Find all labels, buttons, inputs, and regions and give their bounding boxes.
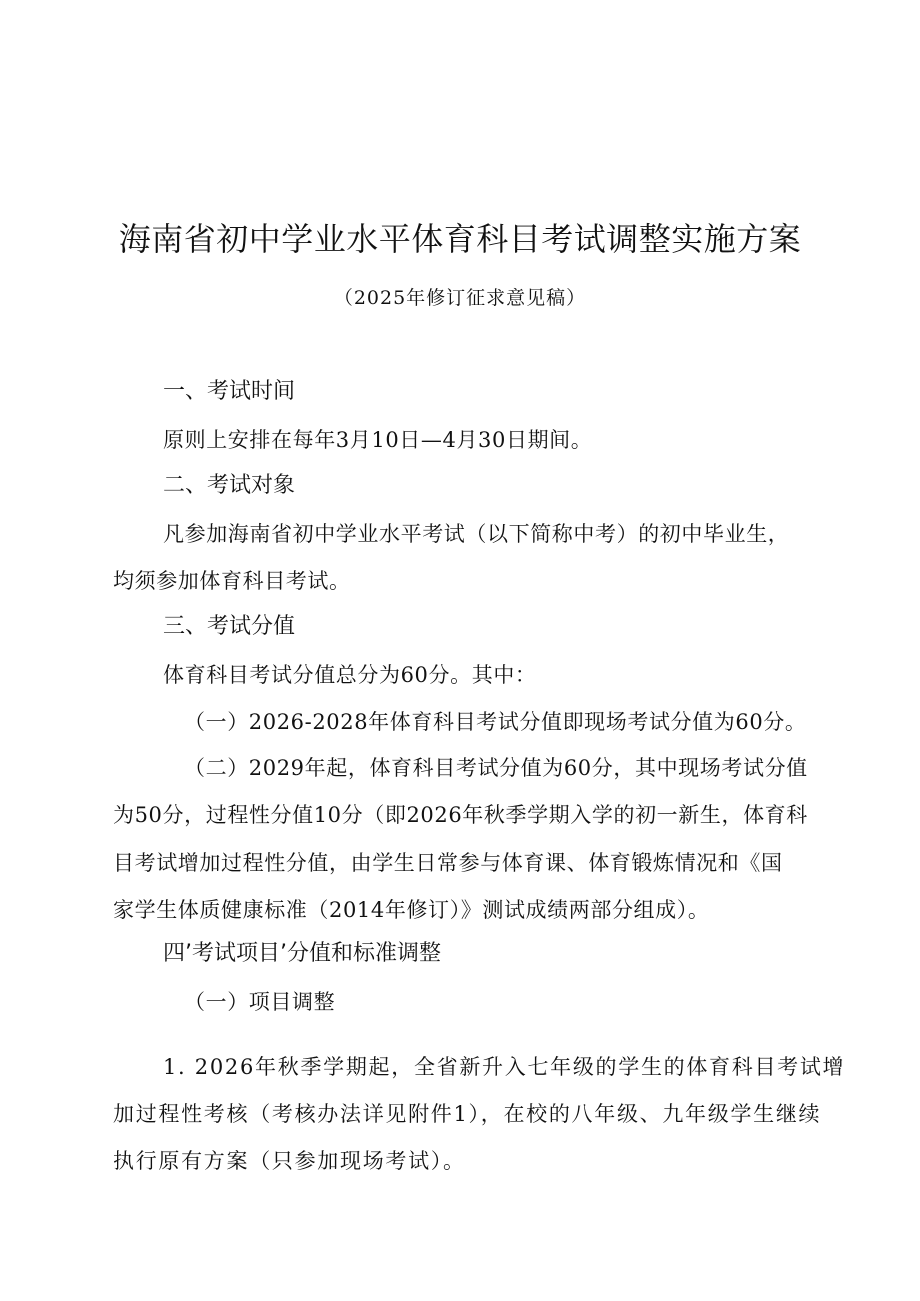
document-subtitle: （2025年修订征求意见稿） [333,287,587,309]
paragraph-score-item-2-line-1: （二）2029年起，体育科目考试分值为60分，其中现场考试分值 [184,756,808,780]
paragraph-item-adjustment-line-1: 1. 2026年秋季学期起，全省新升入七年级的学生的体育科目考试增 [163,1055,846,1079]
document-title: 海南省初中学业水平体育科目考试调整实施方案 [118,220,802,258]
section-heading-exam-time: 一、考试时间 [163,379,296,404]
paragraph-item-adjustment-line-3: 执行原有方案（只参加现场考试）。 [113,1149,466,1173]
section-heading-exam-score: 三、考试分值 [163,614,296,639]
paragraph-score-item-1: （一）2026-2028年体育科目考试分值即现场考试分值为60分。 [184,710,807,734]
paragraph-score-item-2-line-3: 目考试增加过程性分值，由学生日常参与体育课、体育锻炼情况和《国 [113,851,783,875]
paragraph-exam-target-line-2: 均须参加体育科目考试。 [113,569,351,593]
paragraph-item-adjustment-line-2: 加过程性考核（考核办法详见附件1），在校的八年级、九年级学生继续 [113,1102,822,1126]
subsection-heading-item-adjustment: （一）项目调整 [184,990,336,1014]
paragraph-score-item-2-line-2: 为50分，过程性分值10分（即2026年秋季学期入学的初一新生，体育科 [113,803,808,827]
section-heading-exam-items: 四’考试项目’分值和标准调整 [163,941,441,966]
section-heading-exam-target: 二、考试对象 [163,473,296,498]
paragraph-score-item-2-line-4: 家学生体质健康标准（2014年修订）》测试成绩两部分组成）。 [113,898,710,922]
paragraph-exam-score-intro: 体育科目考试分值总分为60分。其中： [163,663,537,687]
paragraph-exam-time: 原则上安排在每年3月10日—4月30日期间。 [163,428,593,452]
paragraph-exam-target-line-1: 凡参加海南省初中学业水平考试（以下简称中考）的初中毕业生， [163,522,790,546]
